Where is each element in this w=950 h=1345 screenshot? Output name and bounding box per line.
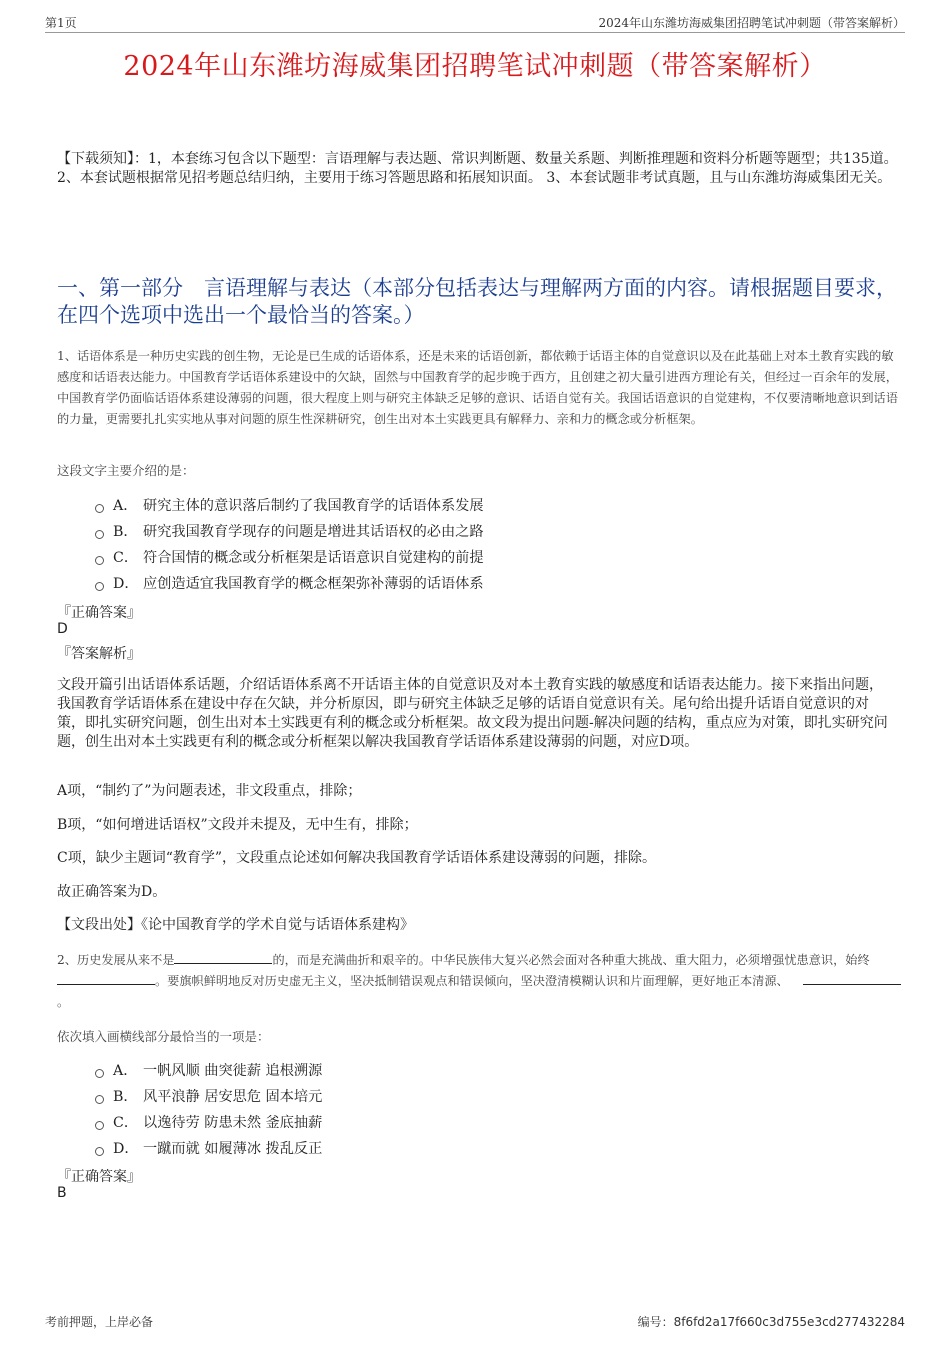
radio-icon[interactable] [95,556,104,565]
option-letter: D． [113,576,139,592]
option-text: 一蹴而就 如履薄冰 拨乱反正 [143,1141,323,1157]
analysis-conclusion: 故正确答案为D。 [57,884,167,900]
question-1-options [95,492,484,596]
option-letter: A． [113,498,138,514]
footer-slogan: 考前押题，上岸必备 [45,1315,154,1329]
option-text: 以逸待劳 防患未然 釜底抽薪 [143,1115,323,1131]
option-b[interactable] [95,1083,322,1109]
radio-icon[interactable] [95,1121,104,1130]
header-divider [45,32,905,33]
option-c[interactable] [95,1109,322,1135]
option-a[interactable] [95,1057,322,1083]
option-text: 风平浪静 居安思危 固本培元 [143,1089,323,1105]
option-text: 符合国情的概念或分析框架是话语意识自觉建构的前提 [143,550,484,566]
q2-text-a: 2、历史发展从来不是 [57,953,175,967]
analysis-point-a: A项，“制约了”为问题表述，非文段重点，排除； [57,783,362,799]
option-letter: B． [113,524,138,540]
page-number: 第1页 [45,16,77,30]
option-text: 研究主体的意识落后制约了我国教育学的话语体系发展 [143,498,484,514]
radio-icon[interactable] [95,1147,104,1156]
section-heading: 一、第一部分 言语理解与表达（本部分包括表达与理解两方面的内容。请根据题目要求，在四个选项中选出一个最恰当的答案。） [57,276,897,327]
radio-icon[interactable] [95,504,104,513]
answer-value: D [57,621,68,637]
option-letter: C． [113,550,139,566]
header-doc-title: 2024年山东潍坊海威集团招聘笔试冲刺题（带答案解析） [598,16,905,30]
option-d[interactable] [95,1135,322,1161]
analysis-text: 文段开篇引出话语体系话题，介绍话语体系离不开话语主体的自觉意识及对本土教育实践的敏感度和话语表达能力。接下来指出问题，我国教育学话语体系在建设中存在欠缺，并分析原因，即与研究主体缺乏足够的话语自觉意识有关。尾句给出提升话语自觉意识的对策，即扎实研究问题，创生出对本土实践更有利的概念或分析框架。故文段为提出问题-解决问题的结构，重点应为对策，即扎实研究问题，创生出对本土实践更有利的概念或分析框架以解决我国教育学话语体系建设薄弱的问题，对应D项。 [57,677,888,750]
option-b[interactable] [95,518,484,544]
option-letter: D． [113,1141,139,1157]
option-letter: C． [113,1115,139,1131]
answer-label: 『正确答案』 [57,605,141,621]
radio-icon[interactable] [95,1069,104,1078]
footer-code-label: 编号： [637,1315,674,1329]
option-a[interactable] [95,492,484,518]
option-text: 研究我国教育学现存的问题是增进其话语权的必由之路 [143,524,484,540]
radio-icon[interactable] [95,582,104,591]
q2-text-b: 的，而是充满曲折和艰辛的。中华民族伟大复兴必然会面对各种重大挑战、重大阻力，必须增强忧患意识，始终 [272,953,870,967]
download-notice: 【下载须知】：1，本套练习包含以下题型：言语理解与表达题、常识判断题、数量关系题、判断推理题和资料分析题等题型；共135道。 2、本套试题根据常见招考题总结归纳，主要用于练习答题思路和拓展知识面。 3、本套试题非考试真题，且与山东潍坊海威集团无关。 [57,151,898,186]
question-2-text [57,950,902,1013]
blank-2 [57,984,155,985]
question-2-prompt: 依次填入画横线部分最恰当的一项是： [57,1029,270,1044]
analysis-point-b: B项，“如何增进话语权”文段并未提及，无中生有，排除； [57,817,418,833]
blank-1 [174,963,272,964]
blank-3 [803,984,901,985]
source-citation: 【文段出处】《论中国教育学的学术自觉与话语体系建构》 [57,917,414,933]
question-1-prompt: 这段文字主要介绍的是： [57,463,195,478]
answer-value: B [57,1185,67,1201]
q2-text-d: 。 [57,995,70,1009]
analysis-label: 『答案解析』 [57,646,141,662]
radio-icon[interactable] [95,1095,104,1104]
option-c[interactable] [95,544,484,570]
option-letter: A． [113,1063,138,1079]
question-2-options [95,1057,322,1161]
option-text: 应创造适宜我国教育学的概念框架弥补薄弱的话语体系 [143,576,484,592]
analysis-point-c: C项，缺少主题词“教育学”，文段重点论述如何解决我国教育学话语体系建设薄弱的问题，排除。 [57,850,657,866]
document-title: 2024年山东潍坊海威集团招聘笔试冲刺题（带答案解析） [123,51,827,82]
footer-code-value: 8f6fd2a17f660c3d755e3cd277432284 [673,1315,905,1329]
q2-text-c: 。要旗帜鲜明地反对历史虚无主义，坚决抵制错误观点和错误倾向，坚决澄清模糊认识和片面理解，更好地正本清源、 [155,974,789,988]
option-text: 一帆风顺 曲突徙薪 追根溯源 [143,1063,323,1079]
question-1-text: 1、话语体系是一种历史实践的创生物，无论是已生成的话语体系，还是未来的话语创新，都依赖于话语主体的自觉意识以及在此基础上对本土教育实践的敏感度和话语表达能力。中国教育学话语体系建设中的欠缺，固然与中国教育学的起步晚于西方，且创建之初大量引进西方理论有关，但经过一百余年的发展，中国教育学仍面临话语体系建设薄弱的问题，很大程度上则与研究主体缺乏足够的意识、话语自觉有关。我国话语意识的自觉建构，不仅要清晰地意识到话语的力量，更需要扎扎实实地从事对问题的原生性深耕研究，创生出对本土实践更具有解释力、亲和力的概念或分析框架。 [57,349,898,426]
radio-icon[interactable] [95,530,104,539]
option-d[interactable] [95,570,484,596]
answer-label: 『正确答案』 [57,1169,141,1185]
option-letter: B． [113,1089,138,1105]
footer-code [638,1313,905,1330]
